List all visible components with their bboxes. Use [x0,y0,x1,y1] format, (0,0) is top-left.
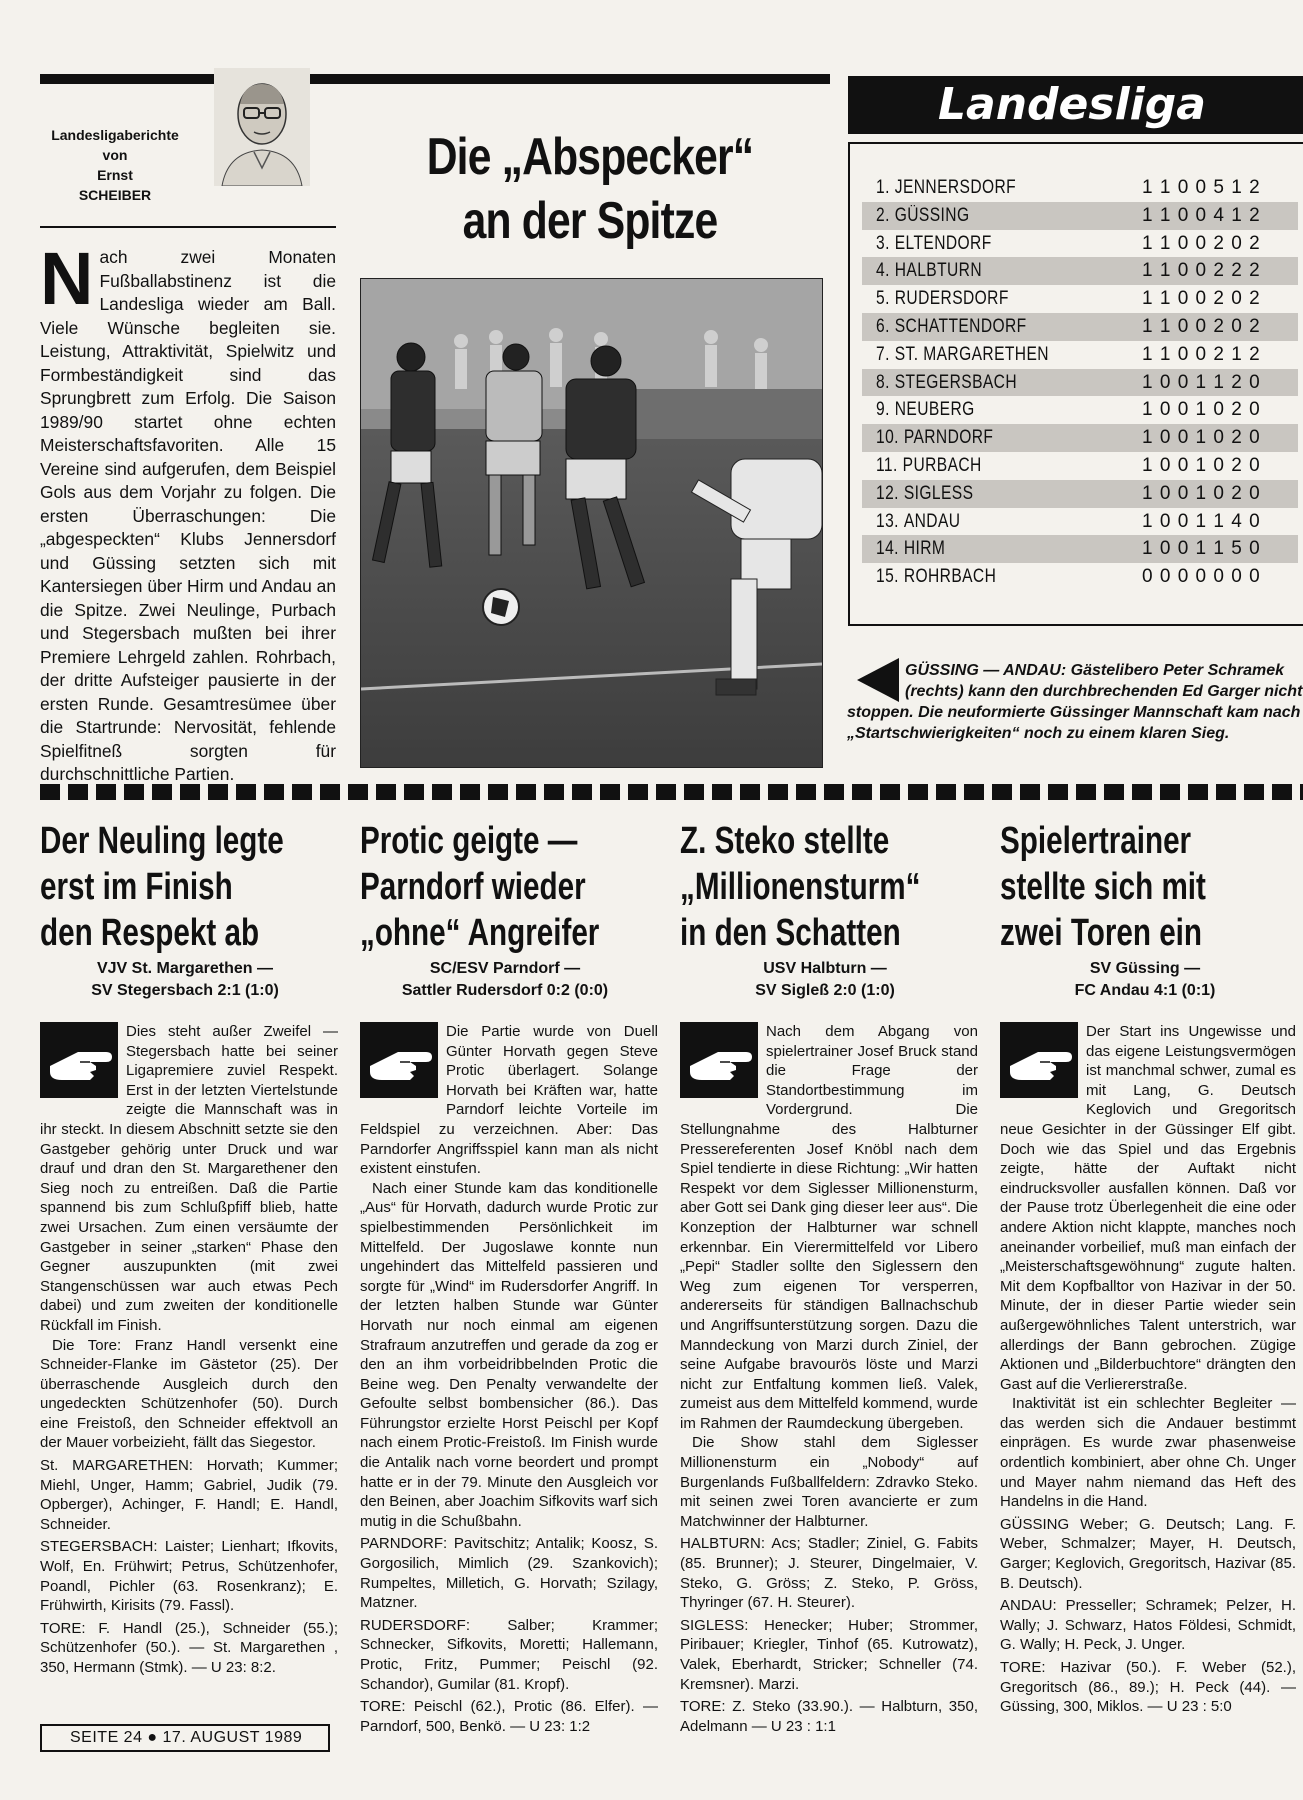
standings-stats: 1 1 0 0 2 1 2 [1142,343,1261,365]
standings-row [862,369,1298,397]
standings-rank: 11. [876,455,898,476]
article-body [1000,1022,1296,1717]
standings-stats: 1 0 0 1 1 5 0 [1142,538,1261,560]
standings-team [876,535,945,563]
standings-team-name: ROHRBACH [903,566,997,588]
standings-rank: 7. [876,343,890,365]
standings-stats: 1 1 0 0 4 1 2 [1142,204,1261,226]
standings-stats: 1 0 0 1 1 4 0 [1142,510,1261,532]
top-rule-left [40,74,226,84]
byline-line: von [102,147,128,163]
photo-caption-text: GÜSSING — ANDAU: Gästelibero Peter Schramek (rechts) kann den durchbrechenden Ed Garger nicht stoppen. Die neuformierte Güssinger Mannschaft kam nach „Startschwierigkeiten“ noch zu einem klaren Sieg. [847,662,1303,742]
article-paragraph: Nach dem Abgang von spielertrainer Josef Bruck stand die Frage der Standortbestimmung im Vordergrund. Die Stellungnahme des Halbturner Pressereferenten Josef Knöbl nach dem Spiel tendierte in diese Richtung: „Wir hatten Respekt vor dem Siglesser Millionensturm, aber Gott sei Dank ging dieser leer aus“. Die Konzeption der Halbturner war schnell erkennbar. Ein Vierermittelfeld vor Libero „Pepi“ Stadler sollte den Siglessern den Weg zum eigenen Tor versperren, andererseits für ständigen Ballnachschub und Angriffsunterstützung sorgen. Dazu die Manndeckung von Marzi durch Ziniel, der seine Aufgabe bravourös löste und Marzi nicht zur Entfaltung kommen ließ. Valek, zumeist aus dem Mittelfeld kommend, wurde im Rahmen der Raumdeckung übergeben. [680,1023,978,1432]
standings-team [876,230,992,258]
standings-team [876,369,1017,397]
pointing-hand-icon [1000,1022,1078,1098]
standings-team [876,563,996,591]
article-headline-line: erst im Finish [40,866,233,908]
standings-stats: 1 0 0 1 0 2 0 [1142,427,1261,449]
standings-table [848,142,1303,626]
page-footer: SEITE 24 ● 17. AUGUST 1989 [40,1724,330,1752]
standings-team-name: JENNERSDORF [894,177,1017,198]
article-match-result [675,958,975,1002]
article-headline-line: Protic geigte — [360,820,578,862]
article-headline [680,818,921,956]
standings-stats: 1 1 0 0 2 0 2 [1142,232,1261,254]
article-headline [360,818,600,956]
standings-team [876,257,982,285]
standings-row [862,174,1298,202]
article-match-line: FC Andau 4:1 (0:1) [1074,982,1216,999]
article-headline-line: Parndorf wieder [360,866,586,908]
landesliga-banner: Landesliga [848,76,1303,134]
standings-stats: 1 1 0 0 5 1 2 [1142,177,1261,198]
standings-team-name: GÜSSING [894,204,970,226]
article-match-line: SV Stegersbach 2:1 (1:0) [91,982,279,999]
article-headline-line: Der Neuling legte [40,820,284,862]
standings-rank: 2. [876,204,890,226]
article-headline [40,818,284,956]
article-paragraph: PARNDORF: Pavitschitz; Antalik; Koosz, S. Gorgosilich, Mimlich (29. Szankovich); Rumpeltes, Milletich, G. Horvath; Szilagy, Matzner. [360,1535,658,1612]
author-portrait [214,68,310,186]
standings-rank: 14. [876,538,899,560]
article-paragraph: St. MARGARETHEN: Horvath; Kummer; Miehl, Unger, Hamm; Gabriel, Judik (79. Opberger), Achinger, F. Handl; E. Handl, Schneider. [40,1457,338,1533]
standings-team-name: SIGLESS [903,482,974,504]
byline-line: Ernst [97,167,133,183]
article-headline-line: Spielertrainer [1000,820,1192,862]
article-paragraph: STEGERSBACH: Laister; Lienhart; Ifkovits, Wolf, En. Frühwirt; Petrus, Schützenhofer, Poandl, Pichler (63. Rosenkranz); E. Frühwirth, Kirisits (79. Fassl). [40,1538,338,1615]
article-body [680,1022,978,1736]
standings-team-name: HIRM [903,538,946,560]
byline-line: Landesligaberichte [51,127,179,143]
lead-paragraph [40,237,336,787]
byline [40,125,190,205]
article-paragraph: TORE: Z. Steko (33.90.). — Halbturn, 350, Adelmann — U 23 : 1:1 [680,1698,978,1735]
standings-team-name: RUDERSDORF [894,288,1009,310]
article-paragraph: Nach einer Stunde kam das konditionelle „Aus“ für Horvath, dadurch wurde Protic zur spielbestimmenden Persönlichkeit im Mittelfeld. Der Jugoslawe konnte nun ungehindert das Mittelfeld passieren und sorgte für „Wind“ im Rudersdorfer Angriff. In der letzten halben Stunde war Günter Horvath nur noch einmal am eigenen Strafraum anzutreffen und gerade da zog er den an ihm vorbeidribbelnden Protic die Beine weg. Den Penalty verwandelte der Gefoulte selbst bombensicher (86.). Das Führungstor erzielte Horst Peischl per Kopf nach einem Protic-Freistoß. Im Finish wurde die Antalik nach vorne beordert und prompt hatte er in der 79. Minute den Ausgleich vor den Beinen, aber Joachim Sifkovits warf sich mutig in die Schußbahn. [360,1179,658,1530]
standings-stats: 1 0 0 1 0 2 0 [1142,399,1261,421]
standings-rank: 6. [876,316,890,337]
standings-team [876,285,1009,313]
standings-row [862,508,1298,536]
article-paragraph: Der Start ins Ungewisse und das eigene Leistungsvermögen ist manchmal schwer, zumal es mit Lang, G. Deutsch Keglovich und Gregoritsch neue Gesichter in der Güssinger Elf gibt. Doch wie das Spiel und das Ergebnis zeigte, hätte der Auftakt nicht eindrucksvoller ausfallen können. Daß vor der Pause trotz Überlegenheit die eine oder andere Aktion nicht klappte, manches noch aneinander vorbeilief, muß man einfach der „Meisterschaftsgewöhnung“ zugute halten. Mit dem Kopfballtor von Hazivar in der 50. Minute, der in dieser Partie wieder sein außergewöhnliches Talent unterstrich, war allerdings der Bann gebrochen. Zügige Aktionen und „Bilderbuchtore“ drängten den Gast auf die Verliererstraße. [1000,1023,1296,1393]
article-match-line: SV Sigleß 2:0 (1:0) [755,982,895,999]
article-match-line: USV Halbturn — [763,960,887,977]
standings-rank: 9. [876,399,890,421]
standings-team [876,396,975,424]
byline-line: SCHEIBER [78,187,152,203]
standings-row [862,313,1298,341]
standings-row [862,424,1298,452]
article-paragraph: HALBTURN: Acs; Stadler; Ziniel, G. Fabits (85. Brunner); J. Steurer, Dingelmaier, V. Steko, G. Gröss; Z. Steko, P. Gröss, Thyringer (67. H. Steurer). [680,1535,978,1612]
standings-team [876,452,982,480]
standings-team-name: SCHATTENDORF [894,316,1027,337]
standings-rank: 4. [876,260,890,282]
article-body [360,1022,658,1736]
article-paragraph: TORE: F. Handl (25.), Schneider (55.); Schützenhofer (50.). — St. Margarethen , 350, Hermann (Stmk). — U 23: 8:2. [40,1619,338,1676]
standings-team [876,202,969,230]
article-paragraph: Inaktivität ist ein schlechter Begleiter — das werden sich die Andauer bestimmt einprägen. Es wurde zwar phasenweise ordentlich kombiniert, aber ohne Ch. Unger und Mayer nahm niemand das Heft des Handelns in die Hand. [1000,1395,1296,1511]
article-match-line: SV Güssing — [1089,960,1201,977]
article-match-result [35,958,335,1002]
article-headline-line: in den Schatten [680,912,901,954]
standings-row [862,480,1298,508]
article-paragraph: GÜSSING Weber; G. Deutsch; Lang. F. Weber, Schmalzer; Mayer, H. Deutsch, Garger; Keglovich, Gregoritsch, Hazivar (85. B. Deutsch). [1000,1515,1296,1592]
standings-team [876,174,1016,202]
standings-stats: 1 0 0 1 0 2 0 [1142,482,1261,504]
section-divider [40,784,1303,800]
photo-caption [847,660,1303,744]
standings-rank: 15. [876,566,899,588]
article-headline [1000,818,1226,956]
article-paragraph: TORE: Peischl (62.), Protic (86. Elfer). — Parndorf, 500, Benkö. — U 23: 1:2 [360,1698,658,1735]
standings-rank: 8. [876,371,890,393]
pointing-hand-icon [40,1022,118,1098]
standings-row [862,285,1298,313]
main-headline-line: Die „Abspecker“ [426,128,754,186]
standings-row [862,396,1298,424]
article-headline-line: stellte sich mit [1000,866,1206,908]
standings-team [876,313,1027,341]
standings-team-name: HALBTURN [894,260,982,282]
article-match-line: SC/ESV Parndorf — [429,960,581,977]
standings-team-name: ST. MARGARETHEN [894,343,1049,365]
lead-text: ach zwei Monaten Fußballabstinenz ist die Landesliga wieder am Ball. Viele Wünsche begleiten sie. Leistung, Attraktivität, Spielwitz und Formbeständigkeit sind das Sprungbrett zum Erfolg. Die Saison 1989/90 startet ohne echten Meisterschaftsfavoriten. Alle 15 Vereine sind aufgerufen, dem Beispiel Gols aus dem Vorjahr zu folgen. Die ersten Überraschungen: Die „abgespeckten“ Klubs Jennersdorf und Güssing setzten sich mit Kantersiegen über Hirm und Andau an die Spitze. Zwei Neulinge, Purbach und Stegersbach mußten bei ihrer Premiere Lehrgeld zahlen. Rohrbach, der dritte Aufsteiger pausierte in der ersten Runde. Gesamtresümee über die Startrunde: Nervosität, fehlende Spielfitneß sorgten für durchschnittliche Partien. [40,247,336,784]
article-paragraph: Die Show stahl dem Siglesser Millionensturm ein „Nobody“ auf Burgenlands Fußballfeldern: Zdravko Steko. mit seinen zwei Toren avancierte er zum Matchwinner der Halbturner. [680,1434,978,1530]
standings-row [862,452,1298,480]
standings-team-name: NEUBERG [894,399,975,421]
standings-stats: 1 0 0 1 0 2 0 [1142,455,1261,476]
standings-rank: 5. [876,288,890,310]
article-paragraph: Die Partie wurde von Duell Günter Horvath gegen Steve Protic überlagert. Solange Horvath bei Kräften war, hatte Parndorf leichte Vorteile im Feldspiel zu verzeichnen. Aber: Das Parndorfer Angriffsspiel kann man als nicht existent einstufen. [360,1023,658,1178]
standings-team-name: ANDAU [903,510,961,532]
standings-rank: 1. [876,177,890,198]
standings-row [862,563,1298,591]
article-paragraph: TORE: Hazivar (50.). F. Weber (52.), Gregoritsch (86., 89.); H. Peck (44). — Güssing, 300, Miklos. — U 23 : 5:0 [1000,1659,1296,1716]
standings-team-name: PURBACH [902,455,982,476]
byline-rule [40,226,336,228]
article-paragraph: RUDERSDORF: Salber; Krammer; Schnecker, Sifkovits, Moretti; Hallemann, Protic, Fritz, Pummer; Peischl (92. Schandor), Gumilar (81. Kropf). [360,1616,658,1693]
standings-team [876,480,973,508]
standings-rank: 3. [876,232,890,254]
article-paragraph: Die Tore: Franz Handl versenkt eine Schneider-Flanke im Gästetor (25). Der überraschende Ausgleich durch den ungedeckten Schützenhofer (50). Durch eine Freistoß, den Schneider effektvoll an der Mauer vorbeizieht, fällt das Siegestor. [40,1336,338,1452]
standings-rank: 10. [876,427,899,449]
article-body [40,1022,338,1678]
standings-row [862,257,1298,285]
article-match-line: Sattler Rudersdorf 0:2 (0:0) [401,982,609,999]
article-paragraph: Dies steht außer Zweifel — Stegersbach hatte bei seiner Ligapremiere zuviel Respekt. Erst in der letzten Viertelstunde zeigte die Mannschaft was in ihr steckt. In diesem Abschnitt setzte sie den Gastgeber gehörig unter Druck und war drauf und dran den St. Margarethener den Sieg noch zu entreißen. Daß die Partie spannend bis zum Schlußpfiff blieb, hatte zwei Ursachen. Zum einen versäumte der Gastgeber in seiner „starken“ Phase den Gegner auszupunkten (mit zwei Stangenschüssen war auch etwas Pech dabei) und zum zweiten der konditionelle Rückfall im Finish. [40,1023,338,1334]
standings-row [862,535,1298,563]
article-paragraph: ANDAU: Presseller; Schramek; Pelzer, H. Wally; J. Schwarz, Hatos Földesi, Schmidt, G. Wally; H. Peck, J. Unger. [1000,1597,1296,1654]
main-headline-line: an der Spitze [462,192,718,250]
article-match-result [995,958,1295,1002]
standings-row [862,202,1298,230]
standings-stats: 1 1 0 0 2 2 2 [1142,260,1261,282]
match-photo [360,278,823,768]
standings-stats: 1 0 0 1 1 2 0 [1142,371,1261,393]
standings-rank: 12. [876,482,899,504]
article-headline-line: den Respekt ab [40,912,260,954]
standings-row [862,341,1298,369]
article-headline-line: „Millionensturm“ [680,866,921,908]
standings-team-name: STEGERSBACH [894,371,1018,393]
article-headline-line: Z. Steko stellte [680,820,890,862]
standings-team [876,508,960,536]
standings-rank: 13. [876,510,899,532]
drop-cap: N [40,237,94,320]
article-headline-line: „ohne“ Angreifer [360,912,600,954]
standings-team-name: PARNDORF [903,427,994,449]
standings-team [876,424,993,452]
standings-stats: 1 1 0 0 2 0 2 [1142,316,1261,337]
pointing-hand-icon [680,1022,758,1098]
article-paragraph: SIGLESS: Henecker; Huber; Strommer, Piribauer; Kriegler, Tinhof (65. Kutrowatz), Valek, Eberhardt, Stricker; Schneller (74. Kremsner). Marzi. [680,1616,978,1693]
standings-team [876,341,1049,369]
standings-team-name: ELTENDORF [894,232,992,254]
article-match-result [355,958,655,1002]
standings-stats: 1 1 0 0 2 0 2 [1142,288,1261,310]
article-match-line: VJV St. Margarethen — [96,960,274,977]
top-rule-center [300,74,830,84]
main-headline [377,125,803,253]
standings-row [862,230,1298,258]
article-headline-line: zwei Toren ein [1000,912,1203,954]
pointing-hand-icon [360,1022,438,1098]
standings-stats: 0 0 0 0 0 0 0 [1142,566,1261,588]
